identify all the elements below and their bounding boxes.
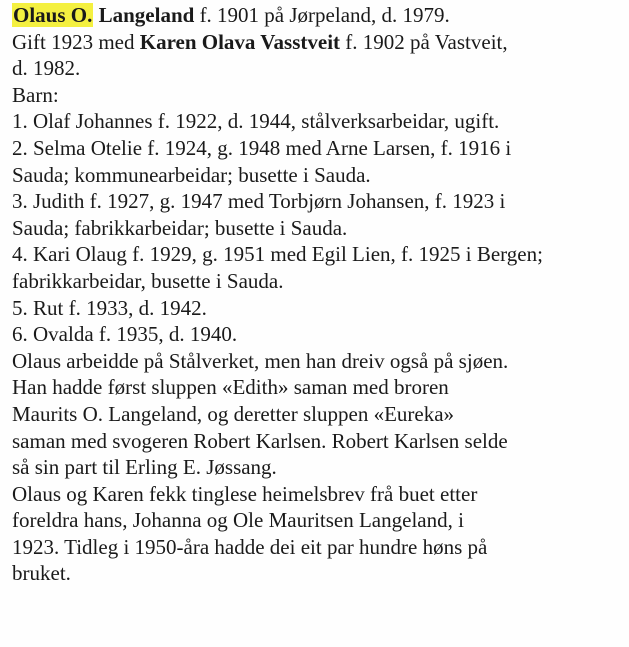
- child-line: 6. Ovalda f. 1935, d. 1940.: [12, 322, 238, 347]
- child-line: Sauda; fabrikkarbeidar; busette i Sauda.: [12, 215, 348, 240]
- child-line: 5. Rut f. 1933, d. 1942.: [12, 295, 207, 320]
- children-label: Barn:: [12, 82, 59, 107]
- child-line: Sauda; kommunearbeidar; busette i Sauda.: [12, 162, 371, 187]
- spouse-name: Karen Olava Vasstveit: [139, 29, 341, 54]
- narrative-line: foreldra hans, Johanna og Ole Mauritsen Langeland, i: [12, 508, 464, 533]
- narrative-line: Maurits O. Langeland, og deretter sluppen «Eureka»: [12, 401, 455, 426]
- marriage-line: [12, 29, 622, 56]
- child-line: 2. Selma Otelie f. 1924, g. 1948 med Arne Larsen, f. 1916 i: [12, 135, 512, 160]
- narrative-line: bruket.: [12, 561, 71, 586]
- spouse-dates: f. 1902 på Vastveit,: [340, 29, 508, 54]
- child-line: 1. Olaf Johannes f. 1922, d. 1944, stålverksarbeidar, ugift.: [12, 109, 500, 134]
- narrative-line: Olaus arbeidde på Stålverket, men han dreiv også på sjøen.: [12, 348, 509, 373]
- spouse-death-line: d. 1982.: [12, 56, 81, 81]
- entry-heading: [12, 2, 622, 29]
- narrative-line: Olaus og Karen fekk tinglese heimelsbrev frå buet etter: [12, 481, 478, 506]
- narrative-line: 1923. Tidleg i 1950-åra hadde dei eit par hundre høns på: [12, 534, 488, 559]
- highlighted-name: Olaus O.: [13, 3, 93, 27]
- birth-death-text: f. 1901 på Jørpeland, d. 1979.: [194, 3, 450, 27]
- surname: Langeland: [98, 3, 195, 27]
- child-line: 3. Judith f. 1927, g. 1947 med Torbjørn Johansen, f. 1923 i: [12, 189, 506, 214]
- child-line: 4. Kari Olaug f. 1929, g. 1951 med Egil Lien, f. 1925 i Bergen;: [12, 242, 543, 267]
- married-prefix: Gift 1923 med: [12, 29, 140, 54]
- child-line: fabrikkarbeidar, busette i Sauda.: [12, 268, 284, 293]
- narrative-line: saman med svogeren Robert Karlsen. Robert Karlsen selde: [12, 428, 508, 453]
- narrative-line: Han hadde først sluppen «Edith» saman med broren: [12, 375, 449, 400]
- genealogy-entry: [12, 2, 622, 587]
- narrative-line: så sin part til Erling E. Jøssang.: [12, 455, 277, 480]
